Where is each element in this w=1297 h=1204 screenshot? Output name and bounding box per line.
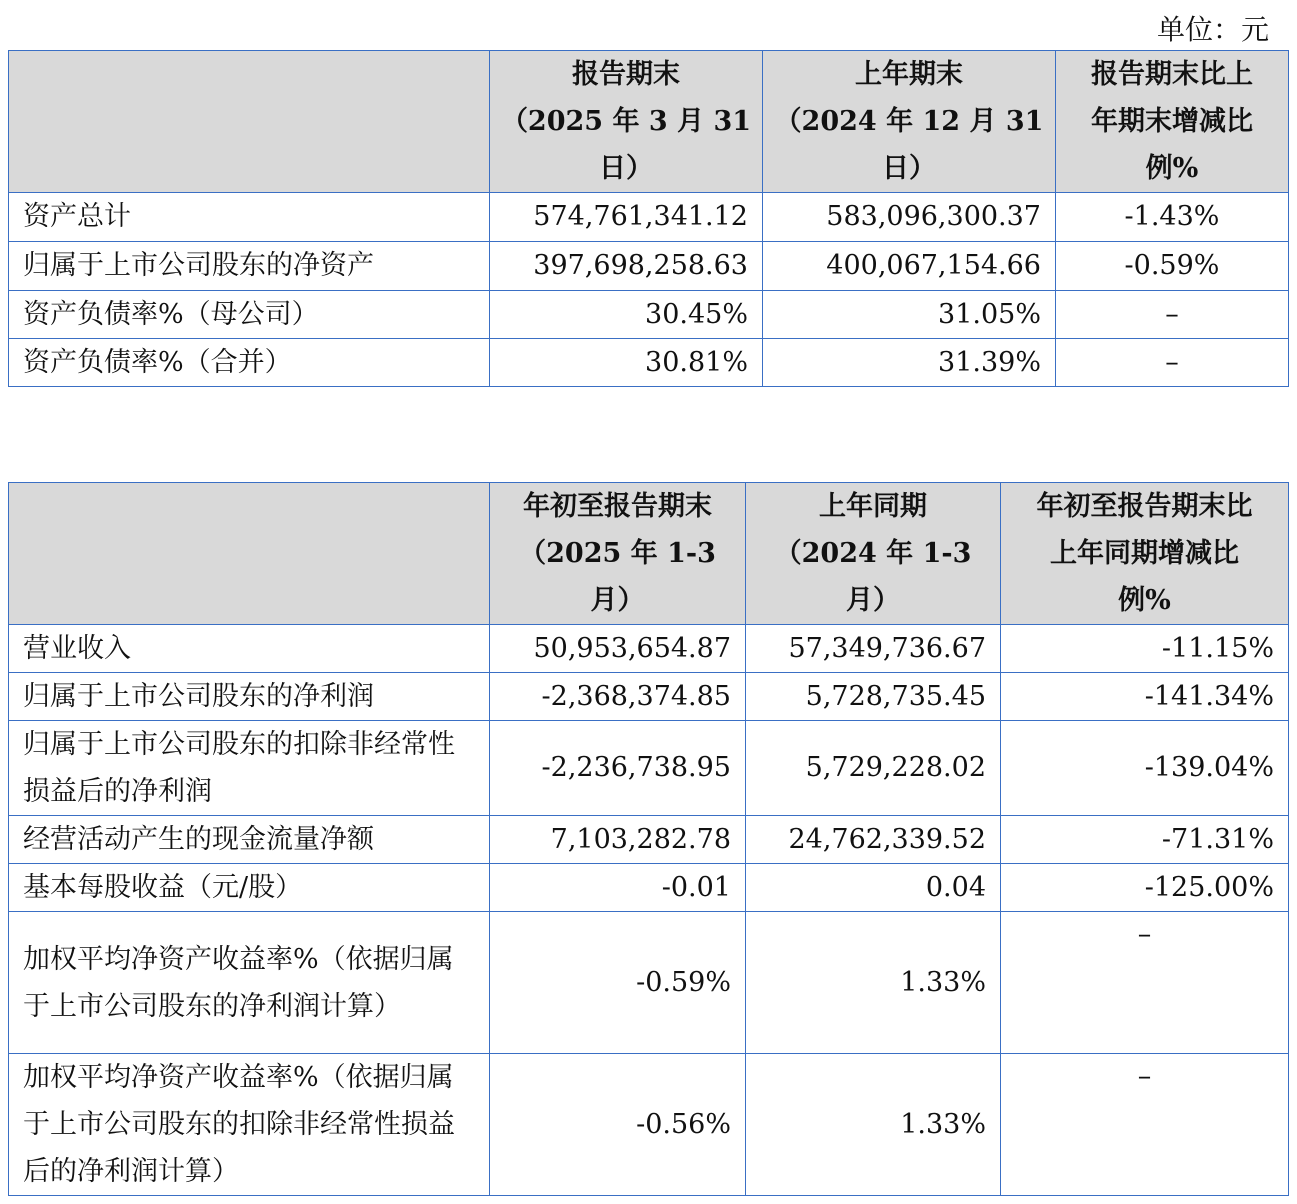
row-label: 归属于上市公司股东的净资产: [9, 242, 490, 291]
table-row: [9, 864, 1289, 912]
row-label: 归属于上市公司股东的净利润: [9, 673, 490, 721]
current-value: 7,103,282.78: [490, 816, 746, 864]
header-ytd-period: 年初至报告期末 （2025 年 1-3 月）: [490, 483, 746, 625]
table-row: [9, 673, 1289, 721]
change-value: –: [1001, 1054, 1289, 1196]
table-row: [9, 721, 1289, 816]
change-value: -0.59%: [1056, 242, 1289, 291]
previous-value: 57,349,736.67: [746, 625, 1001, 673]
table-row: [9, 193, 1289, 242]
header-same-period-last-year: 上年同期 （2024 年 1-3 月）: [746, 483, 1001, 625]
change-value: –: [1001, 912, 1289, 1054]
change-value: -11.15%: [1001, 625, 1289, 673]
header-current-period: 报告期末 （2025 年 3 月 31 日）: [490, 51, 763, 193]
current-value: -0.01: [490, 864, 746, 912]
row-label: 加权平均净资产收益率%（依据归属于上市公司股东的扣除非经常性损益后的净利润计算）: [9, 1054, 490, 1196]
change-value: -139.04%: [1001, 721, 1289, 816]
current-value: 30.81%: [490, 339, 763, 387]
header-previous-period: 上年期末 （2024 年 12 月 31 日）: [763, 51, 1056, 193]
current-value: -0.56%: [490, 1054, 746, 1196]
row-label: 基本每股收益（元/股）: [9, 864, 490, 912]
header-empty-cell: [9, 51, 490, 193]
header-empty-cell: [9, 483, 490, 625]
row-label: 营业收入: [9, 625, 490, 673]
table-header-row: [9, 51, 1289, 193]
table-row: [9, 242, 1289, 291]
balance-indicators-table: [8, 50, 1289, 387]
row-label: 经营活动产生的现金流量净额: [9, 816, 490, 864]
previous-value: 24,762,339.52: [746, 816, 1001, 864]
current-value: 50,953,654.87: [490, 625, 746, 673]
row-label: 加权平均净资产收益率%（依据归属于上市公司股东的净利润计算）: [9, 912, 490, 1054]
current-value: -2,236,738.95: [490, 721, 746, 816]
row-label: 资产负债率%（合并）: [9, 339, 490, 387]
table-row: [9, 912, 1289, 1054]
change-value: -1.43%: [1056, 193, 1289, 242]
change-value: –: [1056, 339, 1289, 387]
table-row: [9, 816, 1289, 864]
change-value: –: [1056, 291, 1289, 339]
previous-value: 583,096,300.37: [763, 193, 1056, 242]
change-value: -141.34%: [1001, 673, 1289, 721]
change-value: -71.31%: [1001, 816, 1289, 864]
change-value: -125.00%: [1001, 864, 1289, 912]
previous-value: 31.39%: [763, 339, 1056, 387]
previous-value: 400,067,154.66: [763, 242, 1056, 291]
row-label: 资产负债率%（母公司）: [9, 291, 490, 339]
current-value: 30.45%: [490, 291, 763, 339]
table-row: [9, 291, 1289, 339]
current-value: -2,368,374.85: [490, 673, 746, 721]
table-row: [9, 625, 1289, 673]
current-value: -0.59%: [490, 912, 746, 1054]
previous-value: 31.05%: [763, 291, 1056, 339]
income-indicators-table: [8, 482, 1289, 1196]
row-label: 归属于上市公司股东的扣除非经常性损益后的净利润: [9, 721, 490, 816]
header-change-percent: 年初至报告期末比 上年同期增减比 例%: [1001, 483, 1289, 625]
current-value: 397,698,258.63: [490, 242, 763, 291]
current-value: 574,761,341.12: [490, 193, 763, 242]
table-header-row: [9, 483, 1289, 625]
unit-label: 单位：元: [1156, 13, 1269, 46]
previous-value: 1.33%: [746, 1054, 1001, 1196]
header-change-percent: 报告期末比上 年期末增减比 例%: [1056, 51, 1289, 193]
previous-value: 1.33%: [746, 912, 1001, 1054]
table-row: [9, 339, 1289, 387]
row-label: 资产总计: [9, 193, 490, 242]
previous-value: 5,728,735.45: [746, 673, 1001, 721]
table-row: [9, 1054, 1289, 1196]
previous-value: 0.04: [746, 864, 1001, 912]
previous-value: 5,729,228.02: [746, 721, 1001, 816]
